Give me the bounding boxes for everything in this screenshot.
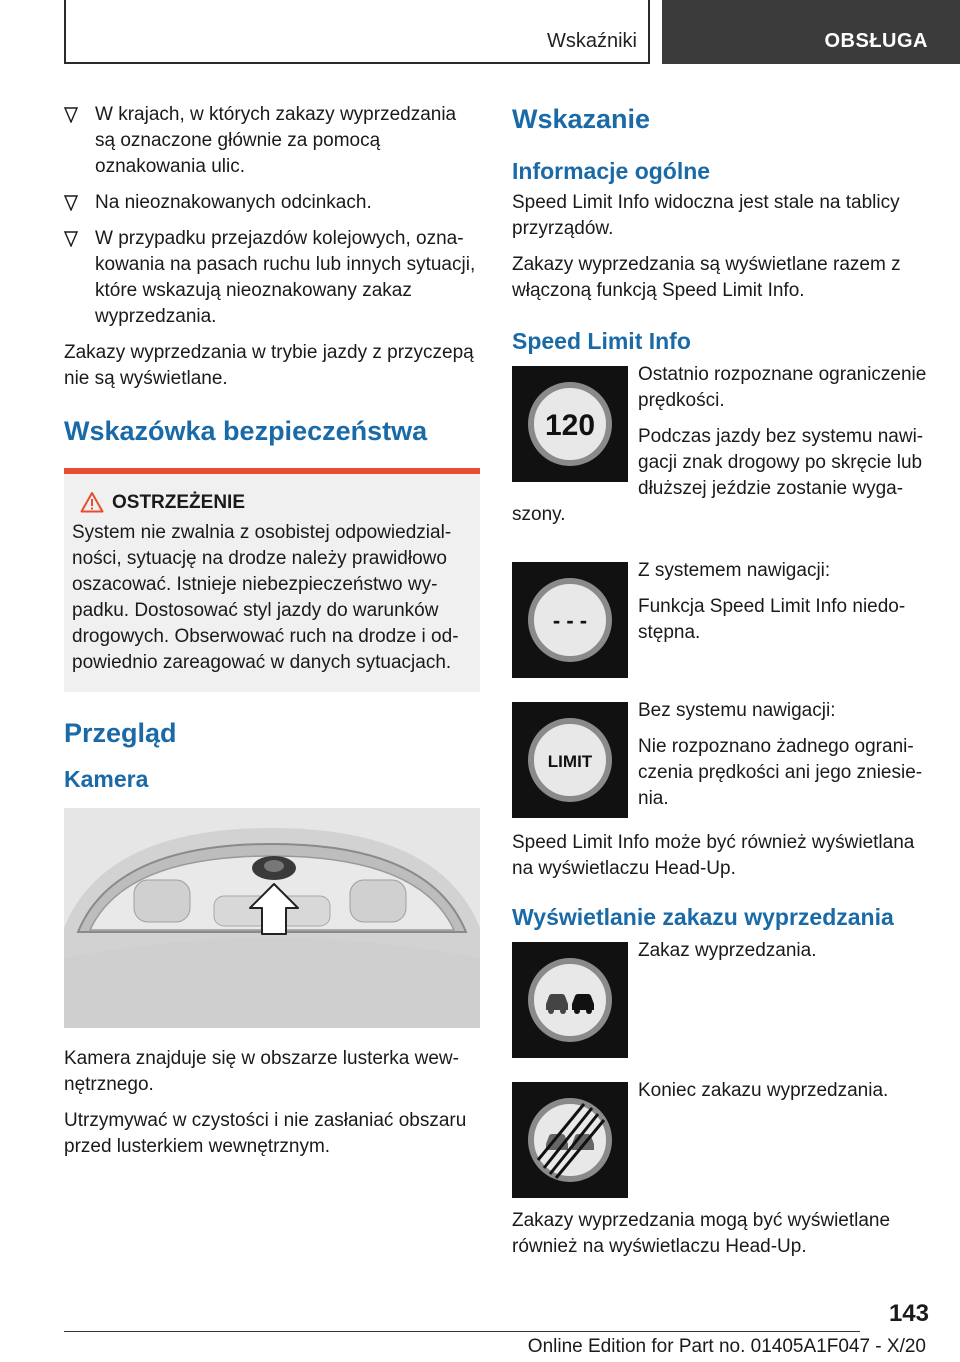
header-title: Wskaźniki xyxy=(546,30,637,52)
no-passing-heading: Wyświetlanie zakazu wyprzedzania xyxy=(512,904,894,930)
warning-text: System nie zwalnia z osobistej odpowiedzialności, sytuację na drodze należy prawidłowo oszacować. Istnieje niebezpieczeństwo wypadku. Dostosować styl jazdy do warunków drogowych. Obserwować ruch na drodze i odpowiednio zareagować w danych sytuacjach. xyxy=(72,522,459,673)
hud-note: Speed Limit Info może być również wyświetlana na wyświetlaczu Head-Up. xyxy=(512,832,915,879)
bullet-triangle-icon xyxy=(64,107,78,123)
right-column xyxy=(512,102,932,1270)
trailer-note: Zakazy wyprzedzania w trybie jazdy z przyczepą nie są wyświetlane. xyxy=(64,342,474,389)
no-passing-icon xyxy=(512,942,628,1058)
header-section-label: OBSŁUGA xyxy=(824,30,928,52)
camera-location-image xyxy=(64,808,480,1028)
header-divider xyxy=(648,0,650,64)
end-no-passing-icon xyxy=(512,1082,628,1198)
general-text: Zakazy wyprzedzania są wyświetlane razem z włączoną funkcją Speed Limit Info. xyxy=(512,254,901,301)
bullet-triangle-icon xyxy=(64,195,78,211)
speed-limit-unavailable-icon xyxy=(512,562,628,678)
footer-edition: Online Edition for Part no. 01405A1F047 - X/20 xyxy=(527,1336,926,1357)
end-no-passing-block: Koniec zakazu wyprzedzania. xyxy=(512,1078,932,1206)
warning-triangle-icon xyxy=(80,491,104,513)
no-passing-block: Zakaz wyprzedzania. xyxy=(512,938,932,1066)
car-interior-illustration xyxy=(64,808,480,1028)
crossed-cars-icon xyxy=(512,1082,628,1198)
general-text: Speed Limit Info widoczna jest stale na tablicy przyrządów. xyxy=(512,192,900,239)
dash-label: - - - xyxy=(552,608,588,633)
left-column xyxy=(64,102,480,1170)
footer-rule xyxy=(64,1331,860,1332)
bullet-triangle-icon xyxy=(64,231,78,247)
sign-dash-block: - - - Z systemem nawigacji: Funkcja Speed Limit Info niedostępna. xyxy=(512,558,932,686)
overview-heading: Przegląd xyxy=(64,718,177,748)
header-left-border xyxy=(64,0,66,64)
warning-label: OSTRZEŻENIE xyxy=(112,492,246,513)
display-heading: Wskazanie xyxy=(512,104,651,134)
sign-120-block: 120 Ostatnio rozpoznane ograniczenie prędkości. Podczas jazdy bez systemu nawigacji znak drogowy po skręcie lub dłuższej jeździe zostanie wygaszony. xyxy=(512,364,927,525)
camera-heading: Kamera xyxy=(64,766,149,792)
camera-text: Kamera znajduje się w obszarze lusterka wewnętrznego. xyxy=(64,1048,459,1095)
safety-heading: Wskazówka bezpieczeństwa xyxy=(64,416,428,446)
list-item: Na nieoznakowanych odcinkach. xyxy=(64,190,480,216)
two-cars-icon xyxy=(512,942,628,1058)
speed-limit-120-icon xyxy=(512,366,628,482)
general-heading: Informacje ogólne xyxy=(512,158,711,184)
warning-box xyxy=(64,468,480,692)
no-passing-hud-note: Zakazy wyprzedzania mogą być wyświetlane również na wyświetlaczu Head-Up. xyxy=(512,1210,891,1257)
list-item: W przypadku przejazdów kolejowych, oznakowania na pasach ruchu lub innych sytuacji, które wskazują nieoznakowany zakaz wyprzedzania. xyxy=(64,226,480,330)
header-section-tab xyxy=(662,0,960,64)
sign-limit-block: LIMIT Bez systemu nawigacji: Nie rozpoznano żadnego ograniczenia prędkości ani jego zniesienia. xyxy=(512,698,932,826)
limit-label: LIMIT xyxy=(547,752,593,771)
bullet-list xyxy=(64,102,480,330)
camera-text: Utrzymywać w czystości i nie zasłaniać obszaru przed lusterkiem wewnętrznym. xyxy=(64,1110,467,1157)
page-number: 143 xyxy=(888,1300,929,1327)
list-item: W krajach, w których zakazy wyprzedzania są oznaczone głównie za pomocą oznakowania ulic. xyxy=(64,102,480,180)
speed-limit-info-heading: Speed Limit Info xyxy=(512,328,691,354)
speed-limit-none-icon xyxy=(512,702,628,818)
header-bottom-border xyxy=(64,62,650,64)
speed-value-label: 120 xyxy=(544,409,596,442)
